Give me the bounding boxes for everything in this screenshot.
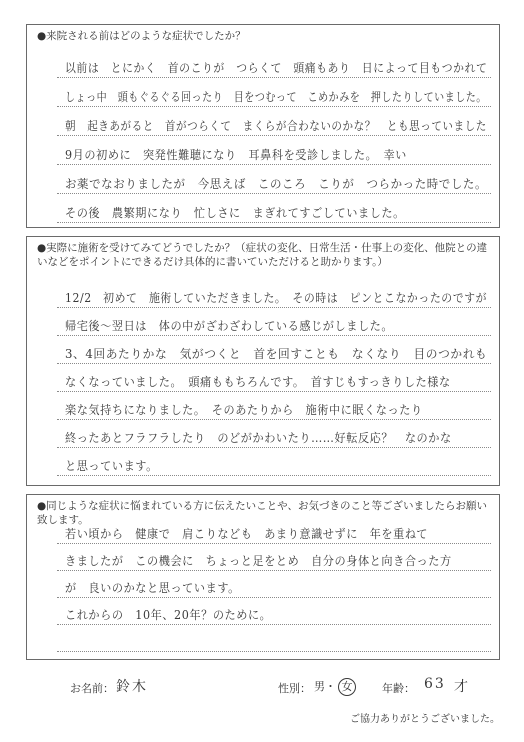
answer-area [57,55,491,225]
answer-line: 3、4回あたりかな 気がつくと 首を回すことも なくなり 目のつかれも [65,347,488,361]
answer-line: 若い頃から 健康で 肩こりなども あまり意識せずに 年を重ねて [65,527,428,541]
question-message-to-others: ●同じような症状に悩まれている方に伝えたいことや、お気づきのこと等ございましたらお願い致します。 [37,500,487,526]
answer-line: が 良いのかなと思っています。 [65,581,240,595]
section-treatment-experience [26,236,500,486]
answer-line: その後 農繁期になり 忙しさに まぎれてすごしていました。 [65,206,405,220]
answer-line: しょっ中 頭もぐるぐる回ったり 目をつむって こめかみを 押したりしていました。 [65,90,487,104]
age-label: 年齢： [382,682,415,695]
answer-area [57,285,491,481]
answer-line: お薬でなおりましたが 今思えば このころ こりが つらかった時でした。 [65,177,488,191]
answer-line: 朝 起きあがると 首がつらくて まくらが合わないのかな？ とも思っていました [65,119,487,133]
answer-line: これからの 10年、20年？のために。 [65,608,272,622]
answer-line: 以前は とにかく 首のこりが つらくて 頭痛もあり 日によって目もつかれて [65,61,488,75]
name-label: お名前： [70,682,114,695]
section-message-to-others [26,494,500,660]
respondent-info [70,676,500,698]
section-symptoms-before [26,24,500,228]
thanks-message: ご協力ありがとうございました。 [350,714,500,725]
age-value: 63 [424,676,446,692]
answer-line: 12/2 初めて 施術していただきました。 その時は ピンとこなかったのですが [65,291,488,305]
answer-line: 9月の初めに 突発性難聴になり 耳鼻科を受診しました。 幸い [65,148,407,162]
answer-line: 帰宅後～翌日は 体の中がざわざわしている感じがしました。 [65,319,394,333]
gender-separator: ・ [325,680,336,693]
gender-male: 男 [314,680,325,693]
answer-area [57,521,491,655]
answer-line: 楽な気持ちになりました。 そのあたりから 施術中に眠くなったり [65,403,423,417]
answer-line: きましたが この機会に ちょっと足をとめ 自分の身体と向き合った方 [65,554,452,568]
gender-label: 性別： [278,682,311,695]
name-value: 鈴木 [116,679,148,695]
answer-line: と思っています。 [65,459,158,473]
question-symptoms-before: ●来院される前はどのような症状でしたか？ [37,30,246,42]
gender-female-circled: 女 [338,678,356,696]
question-treatment-experience: ●実際に施術を受けてみてどうでしたか？（症状の変化、日常生活・仕事上の変化、他院との違いなどをポイントにできるだけ具体的に書いていただけると助かります。） [37,242,488,268]
answer-line: 終ったあとフラフラしたり のどがかわいたり……好転反応？ なのかな [65,431,452,445]
answer-line: なくなっていました。 頭痛ももちろんです。 首すじもすっきりした様な [65,375,451,389]
age-unit: 才 [454,679,470,695]
gender-options [314,678,356,696]
